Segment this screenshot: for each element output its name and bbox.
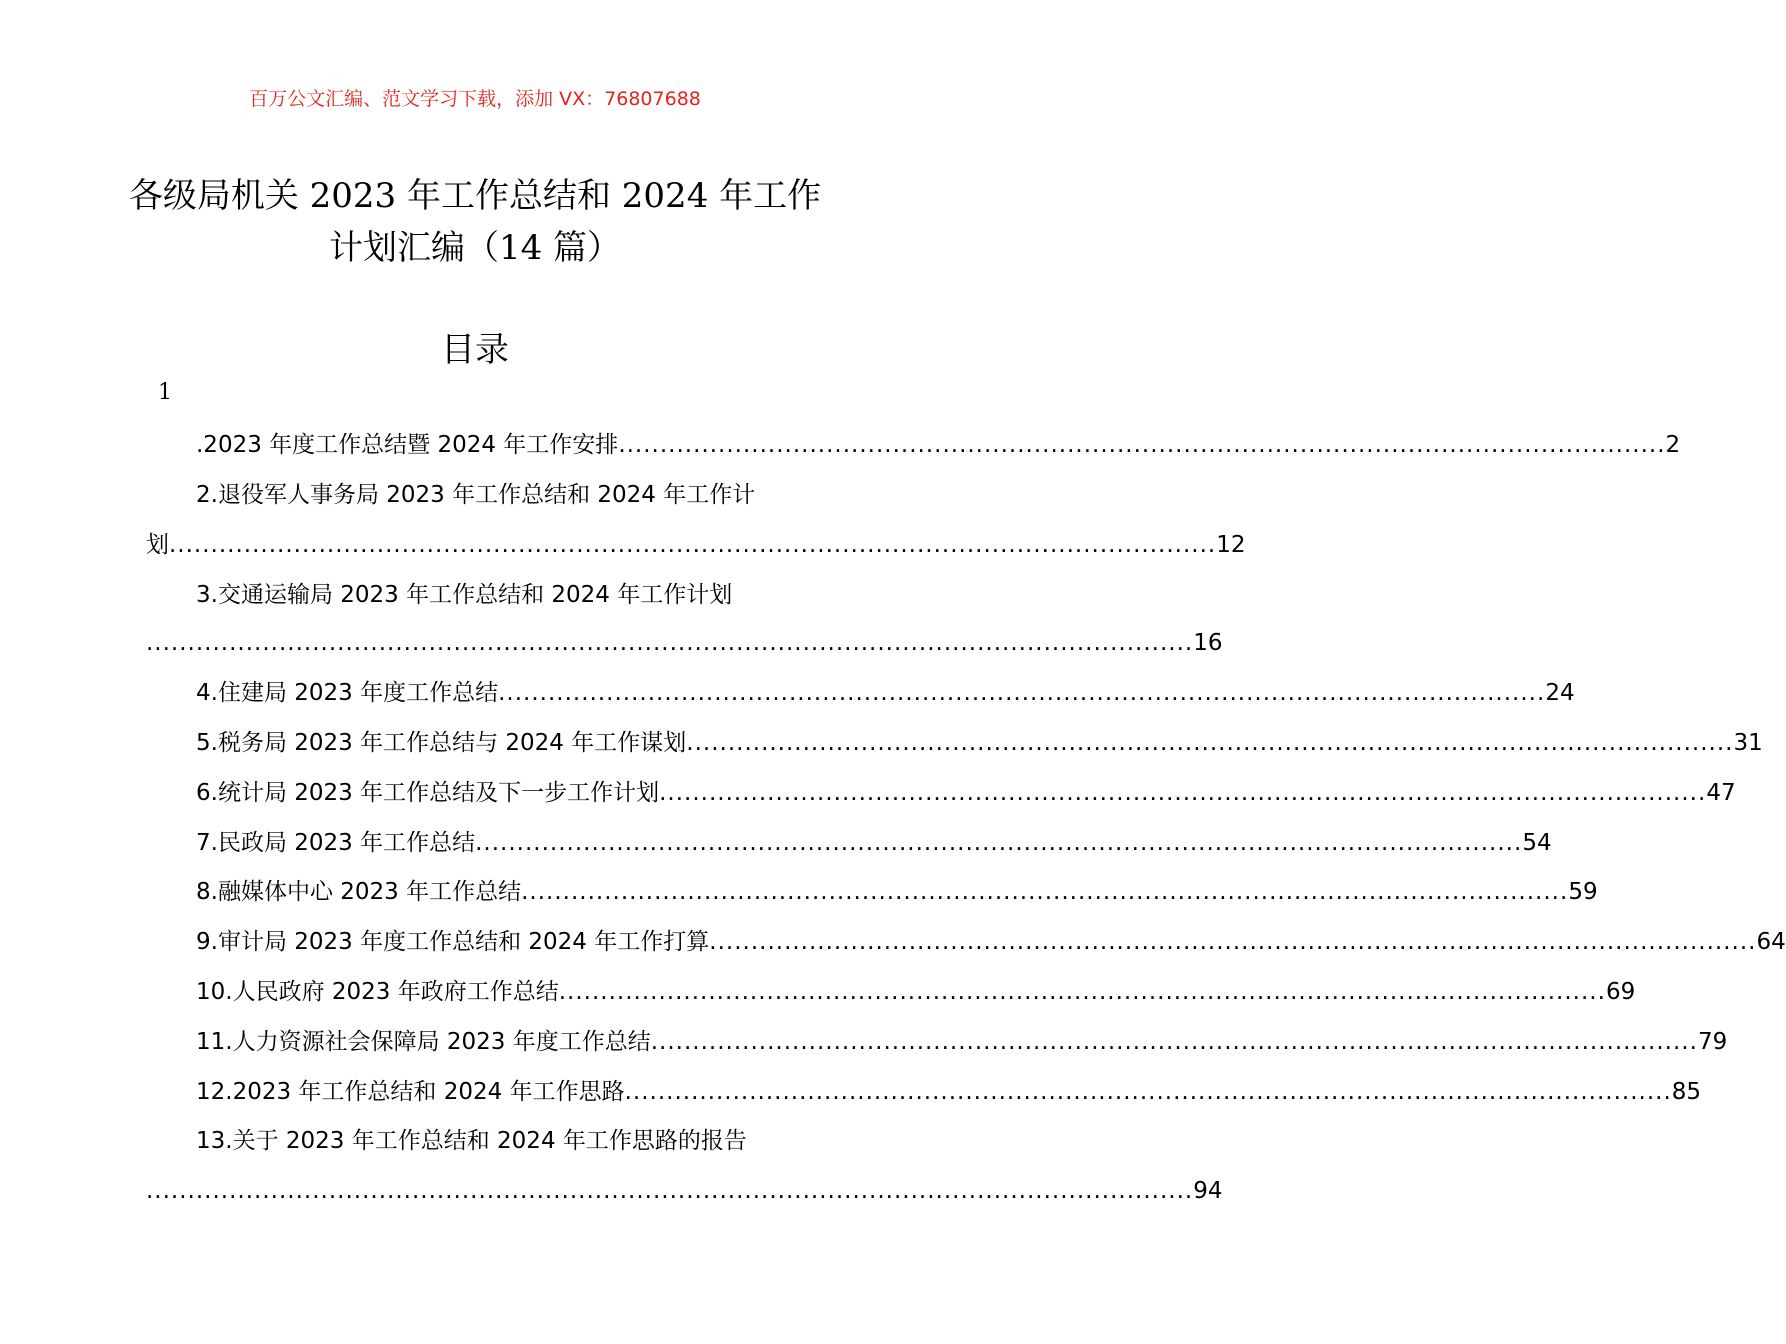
title-line-2: 计划汇编（14 篇） (328, 228, 622, 268)
toc-entry-page: 16 (1193, 630, 1223, 656)
toc-entry-title: 2.退役军人事务局 2023 年工作总结和 2024 年工作计 (196, 482, 756, 508)
toc-entry-title: 9.审计局 2023 年度工作总结和 2024 年工作打算 (196, 929, 710, 955)
toc-entry[interactable] (196, 668, 1575, 718)
header-banner: 百万公文汇编、范文学习下载，添加 VX：76807688 (249, 88, 701, 110)
toc-leader-dots: .............................................................................................................................. (659, 780, 1707, 806)
toc-entry-page: 47 (1706, 780, 1736, 806)
toc-entry-page: 94 (1193, 1178, 1223, 1204)
toc-leader-dots: .............................................................................................................................. (146, 630, 1194, 656)
toc-entry[interactable] (196, 768, 1736, 818)
toc-leader-dots: .............................................................................................................................. (521, 879, 1569, 905)
toc-entry-title: 7.民政局 2023 年工作总结 (196, 830, 476, 856)
toc-entry-continuation[interactable] (146, 1166, 1223, 1216)
toc-entry[interactable] (196, 967, 1636, 1017)
toc-entry-title: 4.住建局 2023 年度工作总结 (196, 680, 499, 706)
toc-entry-page: 79 (1697, 1029, 1728, 1055)
toc-entry-title: 12.2023 年工作总结和 2024 年工作思路 (196, 1079, 625, 1105)
toc-entry[interactable] (196, 570, 806, 620)
toc-entry-title-cont: 划 (146, 532, 169, 558)
toc-entry-continuation[interactable] (146, 618, 1223, 668)
toc-leader-dots: .............................................................................................................................. (498, 680, 1546, 706)
toc-entry-title: .2023 年度工作总结暨 2024 年工作安排 (196, 432, 619, 458)
toc-leader-dots: .............................................................................................................................. (618, 432, 1666, 458)
toc-entry-title: 13.关于 2023 年工作总结和 2024 年工作思路的报告 (196, 1128, 747, 1154)
toc-entry-page: 69 (1605, 979, 1636, 1005)
title-line-1: 各级局机关 2023 年工作总结和 2024 年工作 (128, 176, 822, 216)
toc-entry-page: 64 (1756, 929, 1786, 955)
toc-leader-dots: .............................................................................................................................. (709, 929, 1757, 955)
toc-leader-dots: .............................................................................................................................. (475, 830, 1523, 856)
toc-entry-title: 10.人民政府 2023 年政府工作总结 (196, 979, 559, 1005)
toc-entry[interactable] (196, 1017, 1728, 1067)
document-title (0, 170, 950, 274)
toc-entry-page: 31 (1733, 730, 1763, 756)
toc-entry[interactable] (196, 1116, 806, 1166)
toc-entry-page: 54 (1522, 830, 1552, 856)
toc-entry-page: 85 (1671, 1079, 1702, 1105)
toc-leader-dots: .............................................................................................................................. (558, 979, 1606, 1005)
toc-entry[interactable] (196, 818, 1552, 868)
toc-entry-title: 8.融媒体中心 2023 年工作总结 (196, 879, 522, 905)
toc-entry[interactable] (196, 420, 1681, 470)
toc-entry-page: 12 (1216, 532, 1246, 558)
toc-entry[interactable] (196, 470, 806, 520)
toc-leader-dots: .............................................................................................................................. (686, 730, 1734, 756)
toc-entry-page: 59 (1568, 879, 1598, 905)
toc-heading: 目录 (441, 330, 509, 370)
toc-entry-page: 2 (1665, 432, 1681, 458)
toc-leader-dots: .............................................................................................................................. (650, 1029, 1698, 1055)
toc-entry[interactable] (196, 867, 1598, 917)
toc-entry[interactable] (196, 917, 1786, 967)
toc-entry[interactable] (196, 1067, 1702, 1117)
toc-entry-continuation[interactable] (146, 520, 1246, 570)
toc-leader-dots: .............................................................................................................................. (169, 532, 1217, 558)
toc-entry[interactable] (196, 718, 1763, 768)
toc-entry-title: 6.统计局 2023 年工作总结及下一步工作计划 (196, 780, 660, 806)
toc-entry-title: 5.税务局 2023 年工作总结与 2024 年工作谋划 (196, 730, 687, 756)
toc-entry-title: 11.人力资源社会保障局 2023 年度工作总结 (196, 1029, 651, 1055)
toc-entry-title: 3.交通运输局 2023 年工作总结和 2024 年工作计划 (196, 582, 733, 608)
toc-leader-dots: .............................................................................................................................. (146, 1178, 1194, 1204)
page-number-marker: 1 (158, 380, 172, 405)
toc-leader-dots: .............................................................................................................................. (624, 1079, 1672, 1105)
toc-entry-page: 24 (1545, 680, 1575, 706)
